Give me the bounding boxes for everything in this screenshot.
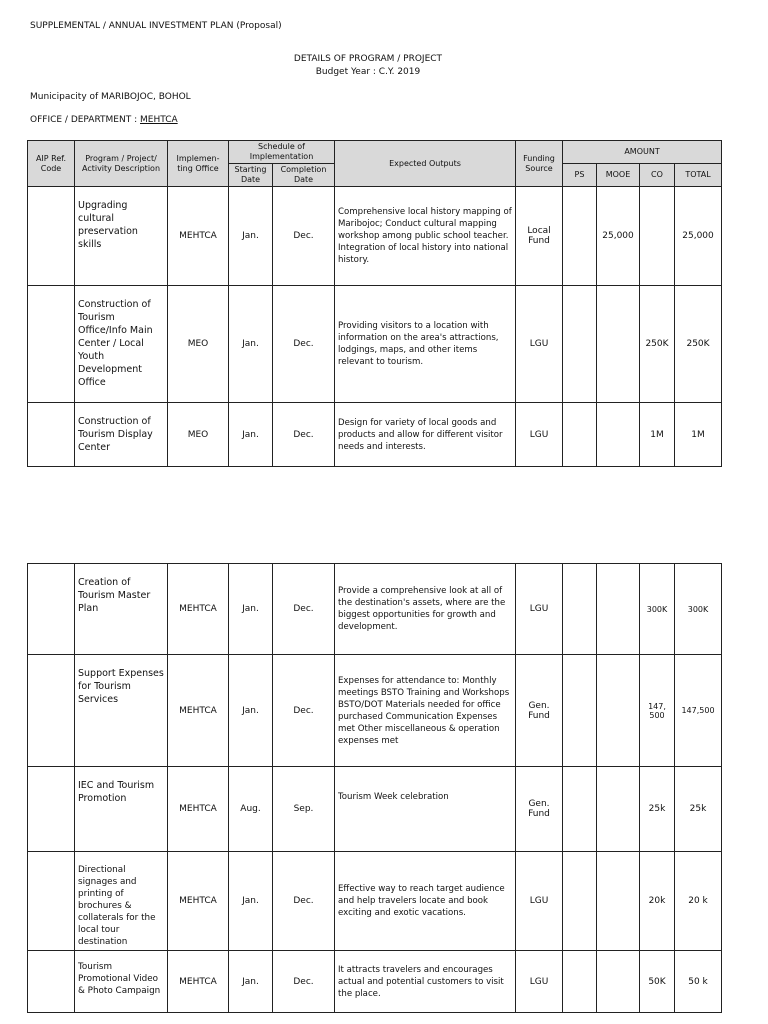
amount-mooe [597,286,640,403]
amount-co: 250K [640,286,675,403]
amount-mooe [597,852,640,951]
program-description: Construction of Tourism Display Center [75,403,168,467]
completion-date: Dec. [273,564,335,655]
aip-code [28,852,75,951]
amount-co: 147, 500 [640,655,675,767]
start-date: Jan. [229,564,273,655]
header-amount: AMOUNT [563,141,722,164]
amount-mooe [597,951,640,1013]
amount-ps [563,951,597,1013]
amount-co: 1M [640,403,675,467]
amount-total: 25k [675,767,722,852]
implementing-office: MEHTCA [168,655,229,767]
expected-outputs: Expenses for attendance to: Monthly meetings BSTO Training and Workshops BSTO/DOT Materials needed for office purchased Communication Expenses met Other miscellaneous & operation expenses met [335,655,516,767]
completion-date: Dec. [273,655,335,767]
expected-outputs: Tourism Week celebration [335,767,516,852]
header-schedule: Schedule of Implementation [229,141,335,164]
amount-total: 25,000 [675,187,722,286]
amount-total: 300K [675,564,722,655]
expected-outputs: Providing visitors to a location with information on the area's attractions, lodgings, maps, and other items relevant to tourism. [335,286,516,403]
amount-ps [563,767,597,852]
aip-code [28,187,75,286]
header-completion: Completion Date [273,164,335,187]
amount-co: 50K [640,951,675,1013]
expected-outputs: Provide a comprehensive look at all of the destination's assets, where are the biggest opportunities for growth and development. [335,564,516,655]
budget-year: Budget Year : C.Y. 2019 [315,67,421,77]
amount-co: 20k [640,852,675,951]
expected-outputs: Design for variety of local goods and products and allow for different visitor needs and interests. [335,403,516,467]
investment-table-part-1 [27,140,722,467]
start-date: Jan. [229,951,273,1013]
header-mooe: MOOE [597,164,640,187]
implementing-office: MEO [168,403,229,467]
office-value: MEHTCA [140,115,178,125]
program-description: Creation of Tourism Master Plan [75,564,168,655]
completion-date: Dec. [273,286,335,403]
implementing-office: MEHTCA [168,564,229,655]
start-date: Aug. [229,767,273,852]
aip-code [28,286,75,403]
office-line [30,115,178,125]
aip-code [28,655,75,767]
implementing-office: MEHTCA [168,187,229,286]
header-office: Implemen-ting Office [168,141,229,187]
amount-total: 250K [675,286,722,403]
funding-source: Gen. Fund [516,767,563,852]
amount-ps [563,564,597,655]
start-date: Jan. [229,403,273,467]
program-description: Directional signages and printing of brochures & collaterals for the local tour destination [75,852,168,951]
amount-total: 50 k [675,951,722,1013]
amount-mooe: 25,000 [597,187,640,286]
header-program: Program / Project/ Activity Description [75,141,168,187]
amount-ps [563,655,597,767]
header-start: Starting Date [229,164,273,187]
amount-ps [563,403,597,467]
aip-code [28,564,75,655]
amount-mooe [597,564,640,655]
document-title: SUPPLEMENTAL / ANNUAL INVESTMENT PLAN (Proposal) [30,21,282,31]
investment-table-part-2 [27,563,722,1013]
expected-outputs: It attracts travelers and encourages actual and potential customers to visit the place. [335,951,516,1013]
completion-date: Dec. [273,403,335,467]
completion-date: Dec. [273,187,335,286]
table-row [28,852,722,951]
start-date: Jan. [229,187,273,286]
header-outputs: Expected Outputs [335,141,516,187]
funding-source: LGU [516,403,563,467]
program-description: Construction of Tourism Office/Info Main Center / Local Youth Development Office [75,286,168,403]
implementing-office: MEO [168,286,229,403]
amount-ps [563,852,597,951]
aip-code [28,951,75,1013]
table-row [28,187,722,286]
amount-co: 300K [640,564,675,655]
completion-date: Dec. [273,951,335,1013]
amount-mooe [597,767,640,852]
amount-total: 20 k [675,852,722,951]
funding-source: LGU [516,286,563,403]
start-date: Jan. [229,286,273,403]
program-description: Tourism Promotional Video & Photo Campaign [75,951,168,1013]
start-date: Jan. [229,655,273,767]
header-funding: Funding Source [516,141,563,187]
header-aip: AIP Ref. Code [28,141,75,187]
program-description: Upgrading cultural preservation skills [75,187,168,286]
table-row [28,564,722,655]
table-row [28,403,722,467]
funding-source: Gen. Fund [516,655,563,767]
program-description: Support Expenses for Tourism Services [75,655,168,767]
amount-co [640,187,675,286]
amount-co: 25k [640,767,675,852]
implementing-office: MEHTCA [168,852,229,951]
completion-date: Sep. [273,767,335,852]
funding-source: LGU [516,564,563,655]
table-row [28,951,722,1013]
funding-source: LGU [516,852,563,951]
program-description: IEC and Tourism Promotion [75,767,168,852]
amount-mooe [597,403,640,467]
header-ps: PS [563,164,597,187]
aip-code [28,403,75,467]
header-co: CO [640,164,675,187]
table-row [28,767,722,852]
aip-code [28,767,75,852]
completion-date: Dec. [273,852,335,951]
expected-outputs: Comprehensive local history mapping of Maribojoc; Conduct cultural mapping workshop among public school teacher. Integration of local history into national history. [335,187,516,286]
start-date: Jan. [229,852,273,951]
amount-ps [563,286,597,403]
document-subtitle: DETAILS OF PROGRAM / PROJECT [293,54,443,64]
table-row [28,655,722,767]
amount-ps [563,187,597,286]
header-total: TOTAL [675,164,722,187]
amount-total: 1M [675,403,722,467]
funding-source: LGU [516,951,563,1013]
implementing-office: MEHTCA [168,767,229,852]
amount-total: 147,500 [675,655,722,767]
table-row [28,286,722,403]
office-label: OFFICE / DEPARTMENT : [30,115,138,125]
expected-outputs: Effective way to reach target audience and help travelers locate and book exciting and exotic vacations. [335,852,516,951]
implementing-office: MEHTCA [168,951,229,1013]
funding-source: Local Fund [516,187,563,286]
amount-mooe [597,655,640,767]
municipality: Municipacity of MARIBOJOC, BOHOL [30,92,191,102]
